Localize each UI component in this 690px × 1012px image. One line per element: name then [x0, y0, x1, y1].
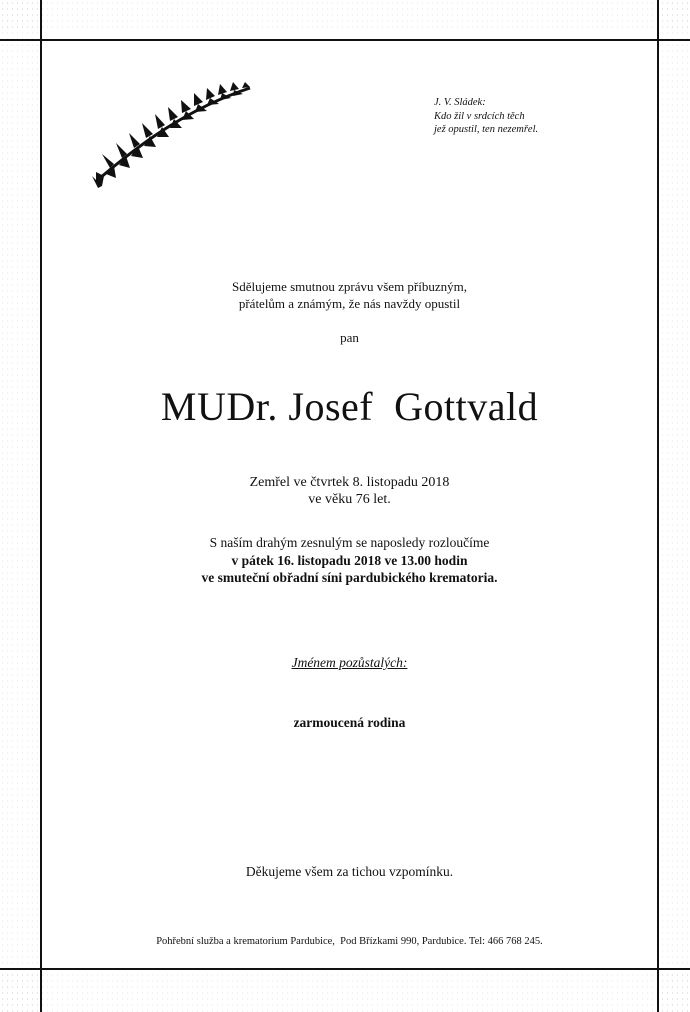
quote-author: J. V. Sládek: — [434, 97, 486, 108]
death-line-1: Zemřel ve čtvrtek 8. listopadu 2018 — [249, 475, 450, 490]
funeral-line-1: S naším drahým zesnulým se naposledy rozloučíme — [209, 535, 490, 550]
thanks-line: Děkujeme všem za tichou vzpomínku. — [245, 864, 454, 879]
behalf-heading — [42, 655, 657, 671]
scan-noise-right — [660, 0, 690, 1012]
announcement-line-1: Sdělujeme smutnou zprávu všem příbuzným, — [231, 279, 468, 294]
funeral-line-2: v pátek 16. listopadu 2018 ve 13.00 hodin — [231, 552, 468, 568]
family-signature: zarmoucená rodina — [293, 715, 406, 730]
scan-noise-top — [0, 0, 690, 32]
death-line-2: ve věku 76 let. — [308, 492, 391, 507]
quote-line-1: Kdo žil v srdcích těch — [434, 110, 525, 122]
border-line-bottom — [0, 968, 690, 970]
scan-noise-bottom — [0, 972, 690, 1012]
funeral-line-3: ve smuteční obřadní síni pardubického krematoria. — [201, 570, 498, 585]
palm-branch-icon — [88, 80, 258, 192]
deceased-name: MUDr. Josef Gottvald — [160, 384, 539, 429]
scan-noise-left — [0, 0, 38, 1012]
death-info — [42, 474, 657, 508]
announcement-line-2: přátelům a známým, že nás navždy opustil — [238, 296, 461, 311]
quote-line-2: jež opustil, ten nezemřel. — [434, 124, 539, 135]
funeral-info — [42, 534, 657, 587]
quote-block — [434, 96, 634, 137]
salutation: pan — [340, 330, 359, 345]
announcement — [42, 278, 657, 312]
behalf-label: Jménem pozůstalých: — [291, 655, 408, 670]
funeral-service-footer: Pohřební služba a krematorium Pardubice, Pod Břízkami 990, Pardubice. Tel: 466 768 245. — [156, 936, 543, 947]
border-line-right — [657, 0, 659, 1012]
border-line-top — [0, 39, 690, 41]
